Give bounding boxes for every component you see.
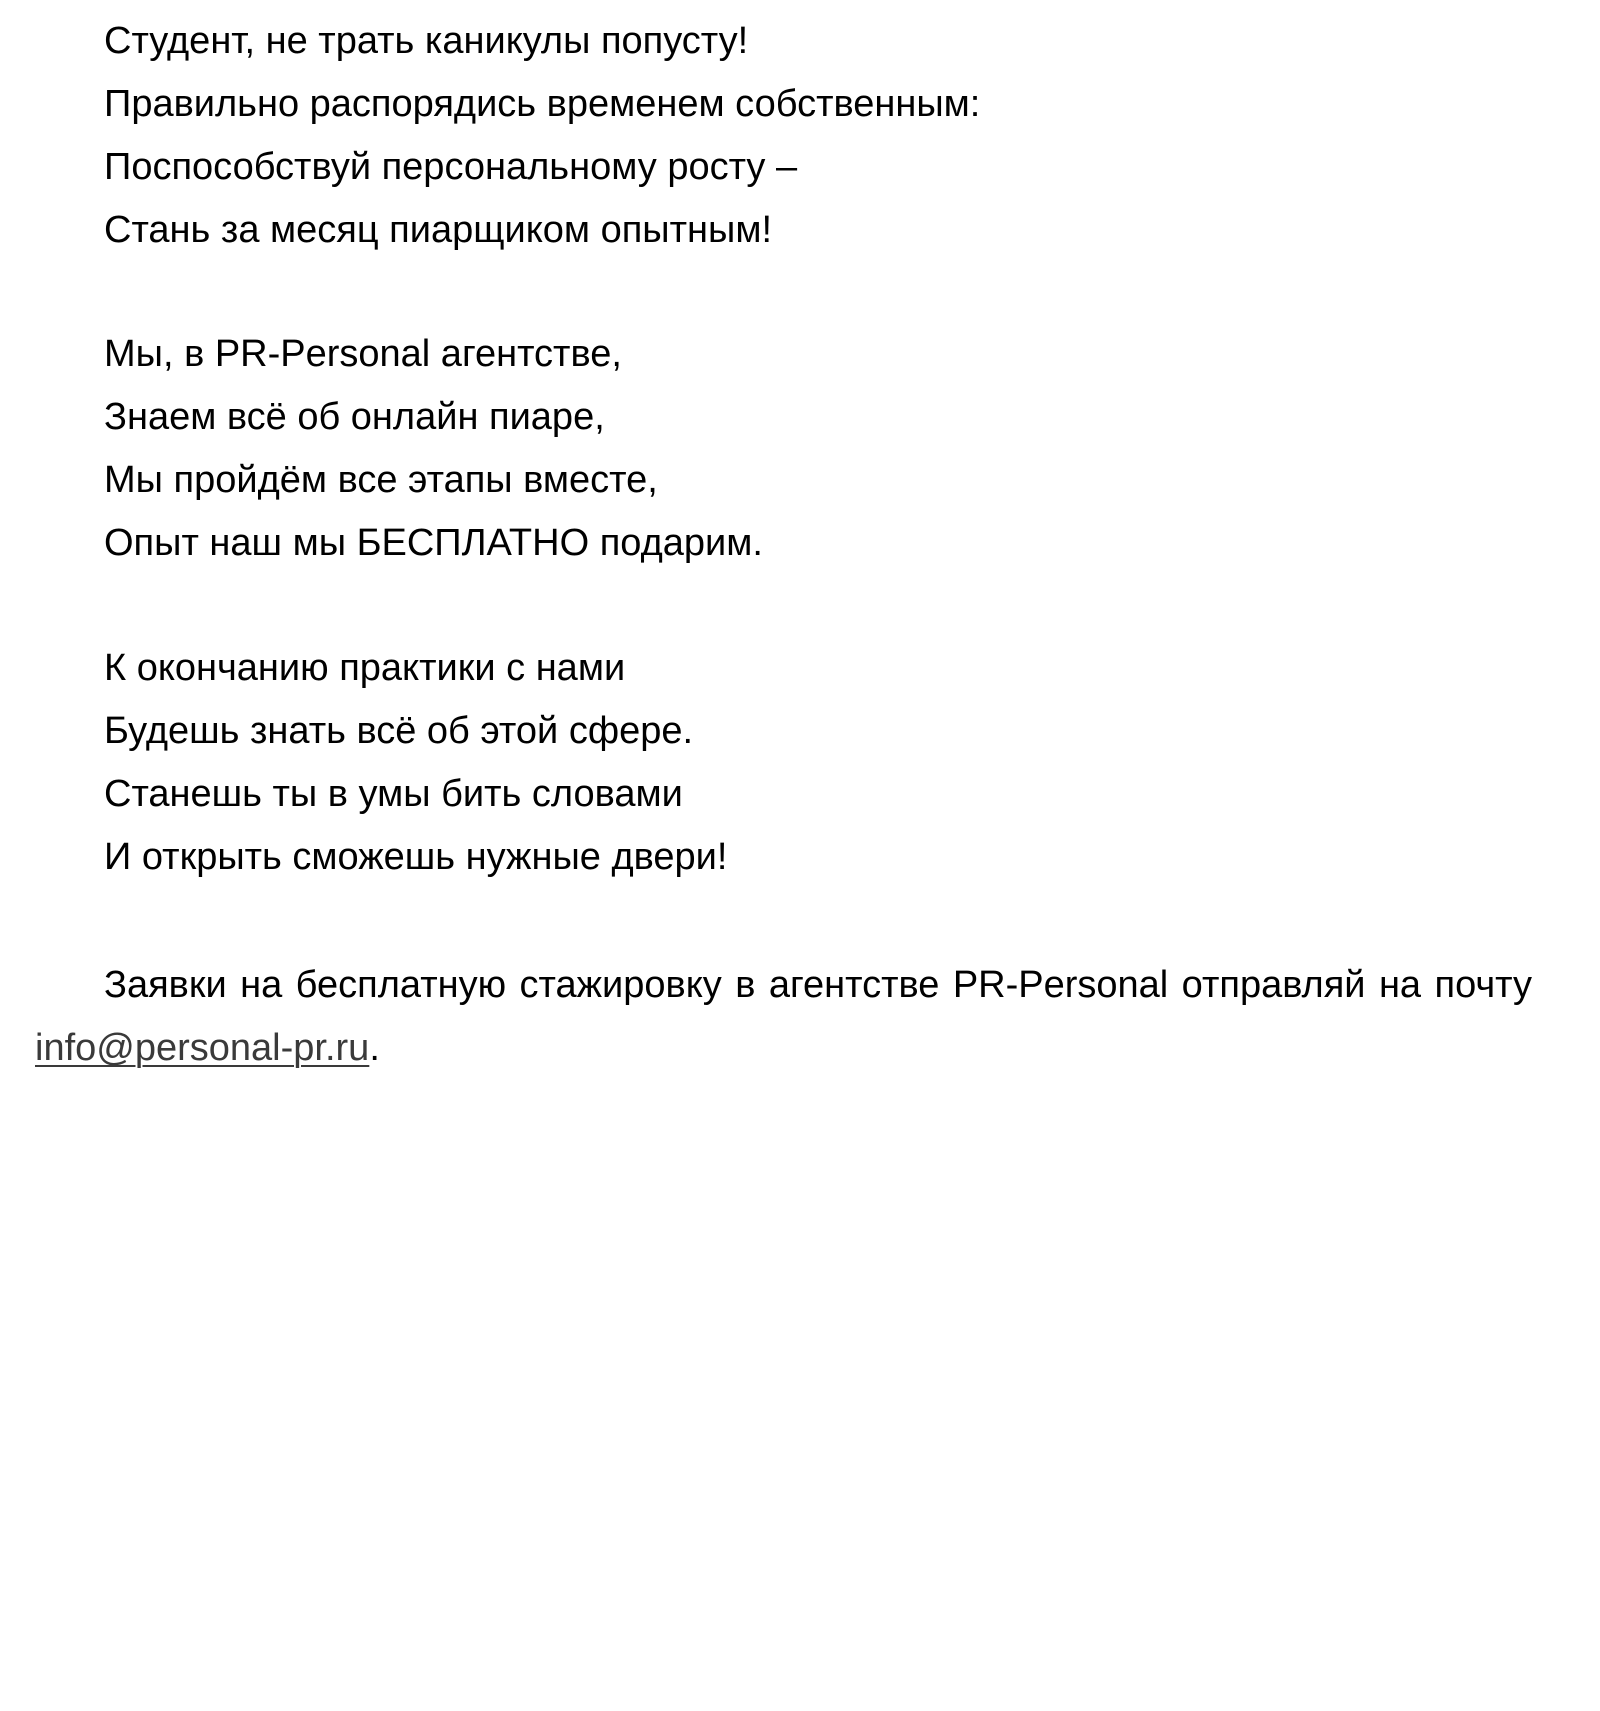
poem-line: Поспособствуй персональному росту – xyxy=(104,146,798,188)
poem-line: Опыт наш мы БЕСПЛАТНО подарим. xyxy=(104,522,763,564)
poem-line: Мы, в PR-Personal агентстве, xyxy=(104,333,622,375)
poem-stanza-1 xyxy=(104,10,980,262)
poem-line: Станешь ты в умы бить словами xyxy=(104,773,683,815)
poem-line: Стань за месяц пиарщиком опытным! xyxy=(104,209,773,251)
closing-period: . xyxy=(369,1027,380,1069)
poem-line: Мы пройдём все этапы вместе, xyxy=(104,459,658,501)
poem-stanza-2 xyxy=(104,323,763,575)
poem-line: К окончанию практики с нами xyxy=(104,647,626,689)
application-paragraph xyxy=(35,954,1532,1080)
poem-line: И открыть сможешь нужные двери! xyxy=(104,836,728,878)
poem-line: Правильно распорядись временем собственным: xyxy=(104,83,981,125)
application-text: Заявки на бесплатную стажировку в агентстве PR-Personal отправляй на почту xyxy=(104,964,1532,1006)
poem-stanza-3 xyxy=(104,637,727,889)
email-link[interactable]: info@personal-pr.ru xyxy=(35,1027,370,1069)
poem-line: Знаем всё об онлайн пиаре, xyxy=(104,396,605,438)
poem-line: Студент, не трать каникулы попусту! xyxy=(104,20,749,62)
poem-line: Будешь знать всё об этой сфере. xyxy=(104,710,694,752)
